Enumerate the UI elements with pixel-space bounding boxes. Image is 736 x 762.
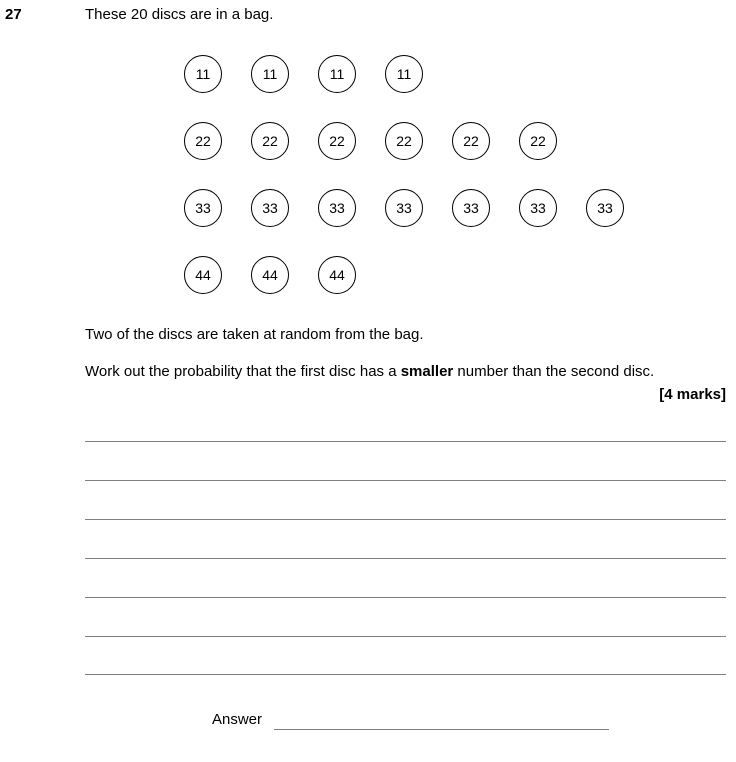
disc: 11 (184, 55, 222, 93)
question-intro: These 20 discs are in a bag. (85, 6, 274, 23)
marks-label: [4 marks] (659, 386, 726, 403)
disc: 11 (385, 55, 423, 93)
answer-line[interactable] (274, 729, 609, 730)
disc: 22 (251, 122, 289, 160)
disc: 33 (251, 189, 289, 227)
line2-after: number than the second disc. (453, 363, 655, 380)
disc: 33 (318, 189, 356, 227)
disc: 44 (184, 256, 222, 294)
disc: 22 (318, 122, 356, 160)
question-line-2 (85, 363, 654, 380)
disc: 44 (318, 256, 356, 294)
disc: 44 (251, 256, 289, 294)
answer-label: Answer (212, 711, 263, 728)
line2-bold: smaller (400, 363, 454, 380)
question-number: 27 (5, 6, 22, 23)
disc: 22 (385, 122, 423, 160)
question-line-1: Two of the discs are taken at random from the bag. (85, 326, 424, 343)
answer-rule[interactable] (85, 519, 726, 520)
disc: 22 (519, 122, 557, 160)
disc: 33 (519, 189, 557, 227)
answer-rule[interactable] (85, 636, 726, 637)
disc: 11 (251, 55, 289, 93)
answer-rule[interactable] (85, 558, 726, 559)
disc: 11 (318, 55, 356, 93)
disc: 33 (452, 189, 490, 227)
line2-before: Work out the probability that the first disc has a (85, 363, 401, 380)
disc: 33 (385, 189, 423, 227)
answer-rule[interactable] (85, 441, 726, 442)
answer-rule[interactable] (85, 480, 726, 481)
disc: 22 (184, 122, 222, 160)
answer-rule[interactable] (85, 597, 726, 598)
answer-rule[interactable] (85, 674, 726, 675)
disc: 22 (452, 122, 490, 160)
disc: 33 (586, 189, 624, 227)
disc: 33 (184, 189, 222, 227)
